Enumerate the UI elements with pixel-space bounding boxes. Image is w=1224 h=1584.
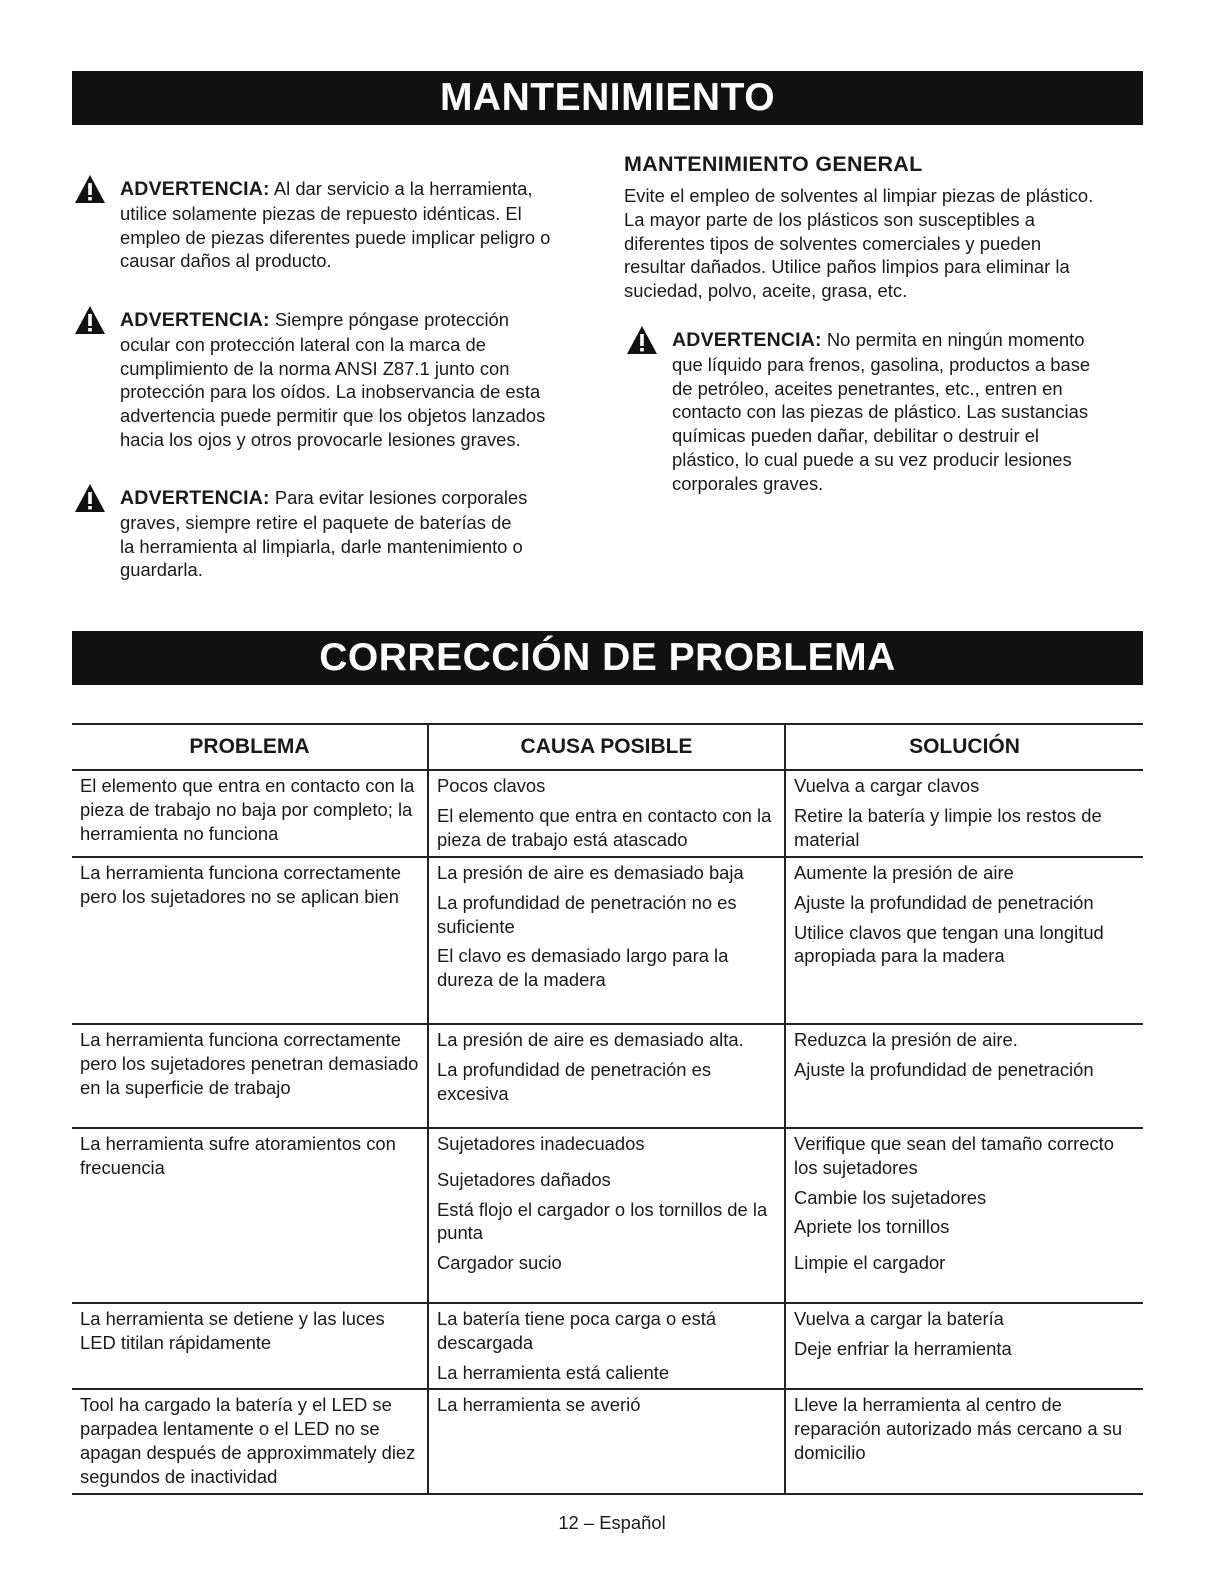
warning-remove-battery (120, 486, 527, 582)
problem-cell: La herramienta se detiene y las luces LED titilan rápidamente (72, 1303, 428, 1389)
warning-eye-protection (120, 308, 545, 452)
cause-item: La profundidad de penetración no es suficiente (437, 891, 737, 937)
warning-replacement-parts (120, 177, 550, 273)
solution-item: Vuelva a cargar la batería (794, 1308, 1004, 1329)
table-row (72, 857, 1143, 1024)
warning-text: advertencia puede permitir que los objetos lanzados (120, 405, 546, 427)
warning-label: ADVERTENCIA: (120, 178, 270, 200)
problem-cell: Tool ha cargado la batería y el LED se parpadea lentamente o el LED no se apagan después de approximmately diez segundos de inactividad (72, 1389, 428, 1493)
header-problem: PROBLEMA (72, 724, 428, 770)
warning-text: No permita en ningún momento (826, 329, 1085, 350)
warning-text: Para evitar lesiones corporales (274, 487, 528, 508)
solution-item: Lleve la herramienta al centro de reparación autorizado más cercano a su domicilio (794, 1394, 1123, 1463)
problem-cell: La herramienta sufre atoramientos con frecuencia (72, 1128, 428, 1303)
cause-item: Sujetadores inadecuados (437, 1133, 645, 1154)
solution-item: Ajuste la profundidad de penetración (794, 1058, 1094, 1080)
warning-chemicals (672, 328, 1090, 496)
cause-item: Pocos clavos (437, 775, 546, 796)
warning-text: químicas pueden dañar, debilitar o destruir el (672, 425, 1040, 447)
solution-cell (785, 857, 1143, 1024)
warning-text: cumplimiento de la norma ANSI Z87.1 junto con (120, 357, 510, 379)
warning-text: protección para los oídos. La inobservancia de esta (120, 381, 541, 403)
problem-cell: La herramienta funciona correctamente pero los sujetadores no se aplican bien (72, 857, 428, 1024)
cause-item: La presión de aire es demasiado alta. (437, 1029, 744, 1050)
warning-text: que líquido para frenos, gasolina, productos a base (672, 353, 1091, 375)
general-text-line: La mayor parte de los plásticos son susceptibles a (624, 208, 1035, 230)
solution-item: Verifique que sean del tamaño correcto los sujetadores (794, 1133, 1114, 1178)
solution-cell (785, 770, 1143, 857)
table-row (72, 1128, 1143, 1303)
cause-item: La profundidad de penetración es excesiva (437, 1058, 712, 1104)
solution-item: Retire la batería y limpie los restos de material (794, 804, 1102, 850)
page-footer: 12 – Español (558, 1512, 666, 1533)
warning-label: ADVERTENCIA: (672, 329, 822, 351)
cause-item: La herramienta está caliente (437, 1361, 670, 1383)
solution-item: Ajuste la profundidad de penetración (794, 891, 1094, 913)
cause-item: Cargador sucio (437, 1252, 562, 1274)
solution-item: Vuelva a cargar clavos (794, 775, 980, 796)
cause-cell (428, 1024, 785, 1128)
cause-item: La herramienta se averió (437, 1394, 641, 1416)
warning-text: plástico, lo cual puede a su vez producir lesiones (672, 448, 1072, 470)
solution-item: Limpie el cargador (794, 1252, 946, 1274)
warning-triangle-icon (74, 305, 106, 335)
table-row (72, 1303, 1143, 1389)
warning-triangle-icon (74, 483, 106, 513)
cause-cell (428, 1303, 785, 1389)
warning-triangle-icon (626, 325, 658, 355)
solution-item: Aumente la presión de aire (794, 862, 1014, 883)
warning-text: ocular con protección lateral con la marca de (120, 333, 486, 355)
table-row (72, 1389, 1143, 1493)
solution-item: Utilice clavos que tengan una longitud apropiada para la madera (794, 921, 1104, 967)
warning-text: hacia los ojos y otros provocarle lesiones graves. (120, 428, 521, 450)
warning-text: utilice solamente piezas de repuesto idénticas. El (120, 202, 522, 224)
warning-label: ADVERTENCIA: (120, 487, 270, 509)
problem-cell: El elemento que entra en contacto con la pieza de trabajo no baja por completo; la herramienta no funciona (72, 770, 428, 857)
troubleshooting-banner: CORRECCIÓN DE PROBLEMA (72, 631, 1143, 685)
cause-item: La presión de aire es demasiado baja (437, 862, 744, 883)
solution-item: Cambie los sujetadores (794, 1186, 987, 1208)
general-maintenance-text (624, 184, 1144, 303)
general-maintenance-title: MANTENIMIENTO GENERAL (624, 152, 923, 176)
warning-text: de petróleo, aceites penetrantes, etc., entren en (672, 377, 1063, 399)
warning-text: guardarla. (120, 559, 203, 581)
header-solution: SOLUCIÓN (785, 724, 1143, 770)
warning-text: corporales graves. (672, 472, 824, 494)
warning-label: ADVERTENCIA: (120, 309, 270, 331)
cause-item: Está flojo el cargador o los tornillos de la punta (437, 1198, 768, 1244)
warning-text: empleo de piezas diferentes puede implicar peligro o (120, 226, 551, 248)
troubleshooting-table (72, 723, 1143, 1495)
general-text-line: Evite el empleo de solventes al limpiar piezas de plástico. (624, 185, 1094, 206)
problem-cell: La herramienta funciona correctamente pero los sujetadores penetran demasiado en la superficie de trabajo (72, 1024, 428, 1128)
solution-cell (785, 1024, 1143, 1128)
warning-text: Al dar servicio a la herramienta, (273, 178, 533, 199)
solution-item: Apriete los tornillos (794, 1216, 950, 1238)
warning-triangle-icon (74, 174, 106, 204)
solution-cell (785, 1303, 1143, 1389)
solution-item: Reduzca la presión de aire. (794, 1029, 1018, 1050)
warning-text: Siempre póngase protección (274, 309, 509, 330)
cause-item: El elemento que entra en contacto con la pieza de trabajo está atascado (437, 804, 772, 850)
cause-cell (428, 770, 785, 857)
cause-cell (428, 857, 785, 1024)
header-cause: CAUSA POSIBLE (428, 724, 785, 770)
cause-cell (428, 1389, 785, 1493)
solution-item: Deje enfriar la herramienta (794, 1337, 1012, 1359)
cause-cell (428, 1128, 785, 1303)
maintenance-banner: MANTENIMIENTO (72, 71, 1143, 125)
table-row (72, 1024, 1143, 1128)
general-text-line: diferentes tipos de solventes comerciales y pueden (624, 232, 1042, 254)
cause-item: Sujetadores dañados (437, 1168, 611, 1190)
table-header-row (72, 724, 1143, 770)
general-text-line: resultar dañados. Utilice paños limpios para eliminar la (624, 256, 1070, 278)
cause-item: El clavo es demasiado largo para la dureza de la madera (437, 945, 729, 991)
warning-text: contacto con las piezas de plástico. Las sustancias (672, 401, 1089, 423)
warning-text: causar daños al producto. (120, 250, 332, 272)
warning-text: graves, siempre retire el paquete de baterías de (120, 511, 512, 533)
general-text-line: suciedad, polvo, aceite, grasa, etc. (624, 280, 908, 302)
solution-cell (785, 1128, 1143, 1303)
cause-item: La batería tiene poca carga o está descargada (437, 1308, 717, 1353)
warning-text: la herramienta al limpiarla, darle mantenimiento o (120, 535, 523, 557)
table-row (72, 770, 1143, 857)
solution-cell (785, 1389, 1143, 1493)
